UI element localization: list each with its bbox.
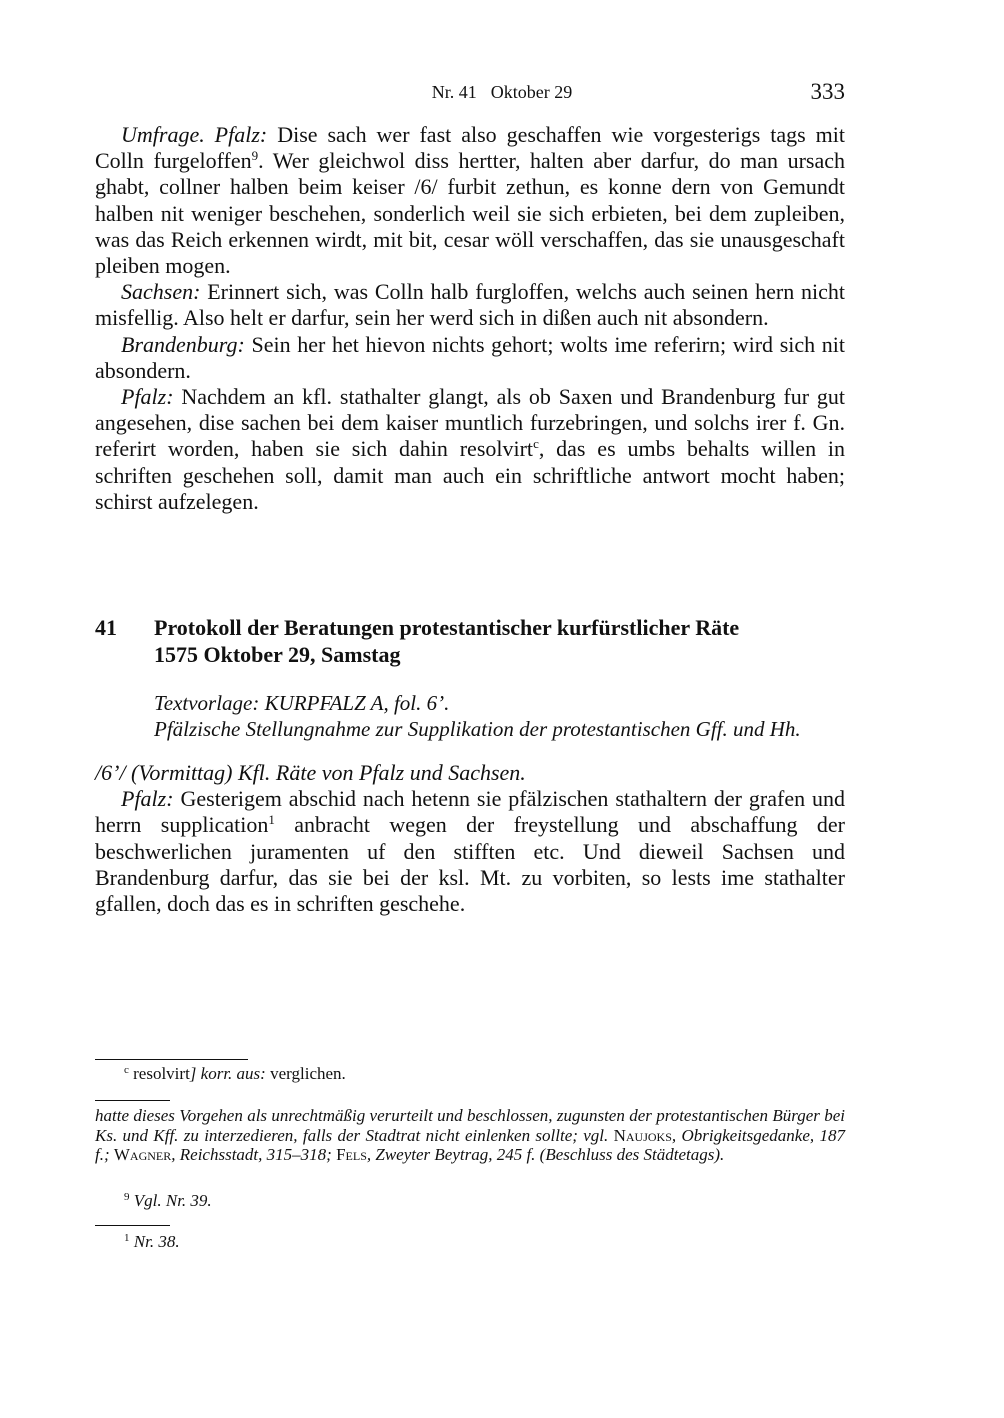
- footnote-9: $^9$ Vgl. Nr. 39.: [124, 1191, 212, 1210]
- source-note: [154, 690, 854, 742]
- document-title: Protokoll der Beratungen protestantischer kurfürstlicher Räte 1575 Oktober 29, Samstag: [154, 615, 740, 667]
- footnote-ref-1: 1: [268, 812, 275, 828]
- footnote-1: $^1$ Nr. 38.: [124, 1232, 180, 1251]
- footnote-ref-9: 9: [251, 148, 259, 164]
- footnote-rule: [95, 1059, 248, 1060]
- footnote-rule: [95, 1225, 170, 1226]
- footnote-ref-c: c: [533, 436, 539, 452]
- footnote-continuation: hatte dieses Vorgehen als unrechtmäßig verurteilt und beschlossen, zugunsten der protestantischen Bürger bei Ks. und Kff. zu interzedieren, falls der Stadtrat nicht einlenken sollte; vgl. Naujoks, Obrigkeitsgedanke, 187 f.; Wagner, Reichsstadt, 315–318; Fels, Zweyter Beytrag, 245 f. (Beschluss des Städtetags).: [95, 1106, 845, 1165]
- paragraph-sachsen: Sachsen: Erinnert sich, was Colln halb furgloffen, welchs auch seinen hern nicht misfellig. Also helt er darfur, sein her werd sich in dißen auch nit absondern.: [95, 279, 845, 331]
- speaker-label: Pfalz:: [121, 384, 174, 410]
- author-name: Wagner: [113, 1145, 172, 1165]
- header-doc-ref: Nr. 41: [431, 82, 477, 102]
- paragraph-umfrage: Umfrage. Pfalz: Dise sach wer fast also geschaffen wie vorgesterigs tags mit Colln furgeloffen$^9$. Wer gleichwol diss hertter, halten aber darfur, do man ursach ghabt, collner halben beim keiser /6/ furbit zethun, es konne dern von Gemundt halben nit weniger beschehen, sonderlich weil sie sich erbieten, bei dem zupleiben, was das Reich erkennen wirdt, mit bit, cesar wöll verschaffen, das sie unausgeschaft pleiben mogen.: [95, 122, 845, 279]
- summary-line: Pfälzische Stellungnahme zur Supplikation der protestantischen Gff. und Hh.: [154, 717, 801, 741]
- paragraph-pfalz-2: Pfalz: Gesterigem abschid nach hetenn sie pfälzischen stathaltern der grafen und herrn supplication$^1$ anbracht wegen der freystellung und abschaffung der beschwerlichen juramenten uf den stifften etc. Und dieweil Sachsen und Brandenburg darfur, das sie bei der ksl. Mt. zu vorbiten, so lests ime stathalter gfallen, doch das es in schriften geschehe.: [95, 786, 845, 917]
- speaker-label: Brandenburg:: [121, 331, 245, 357]
- speaker-label: Sachsen:: [121, 279, 201, 305]
- author-name: Fels: [336, 1145, 367, 1165]
- author-name: Naujoks: [613, 1125, 672, 1145]
- paragraph-pfalz: Pfalz: Nachdem an kfl. stathalter glangt, als ob Saxen und Brandenburg fur gut angesehen, dise sachen bei dem kaiser muntlich furzebringen, und solchs irer f. Gn. referirt worden, haben sie sich dahin resolvirt$^c$, das es umbs behalts willen in schriften geschehen soll, damit man auch ein schriftliche antwort mocht haben; schirst aufzelegen.: [95, 384, 846, 514]
- speaker-label: Pfalz:: [121, 786, 174, 812]
- footnote-rule: [95, 1100, 170, 1101]
- document-body: [95, 760, 845, 917]
- source-line: Textvorlage: KURPFALZ A, fol. 6’.: [154, 691, 450, 715]
- document-number: 41: [95, 615, 117, 640]
- paragraph-brandenburg: Brandenburg: Sein her het hievon nichts gehort; wolts ime referirn; wird sich nit absondern.: [95, 331, 845, 383]
- speaker-label: Umfrage. Pfalz:: [121, 122, 268, 147]
- footnote-c: $^c$ resolvirt] korr. aus: verglichen.: [124, 1064, 346, 1083]
- header-date: Oktober 29: [490, 82, 573, 102]
- continuation-text: [95, 122, 845, 515]
- running-header: [0, 82, 1004, 103]
- page-number: 333: [810, 79, 845, 104]
- session-line: /6’/ (Vormittag) Kfl. Räte von Pfalz und Sachsen.: [95, 760, 526, 785]
